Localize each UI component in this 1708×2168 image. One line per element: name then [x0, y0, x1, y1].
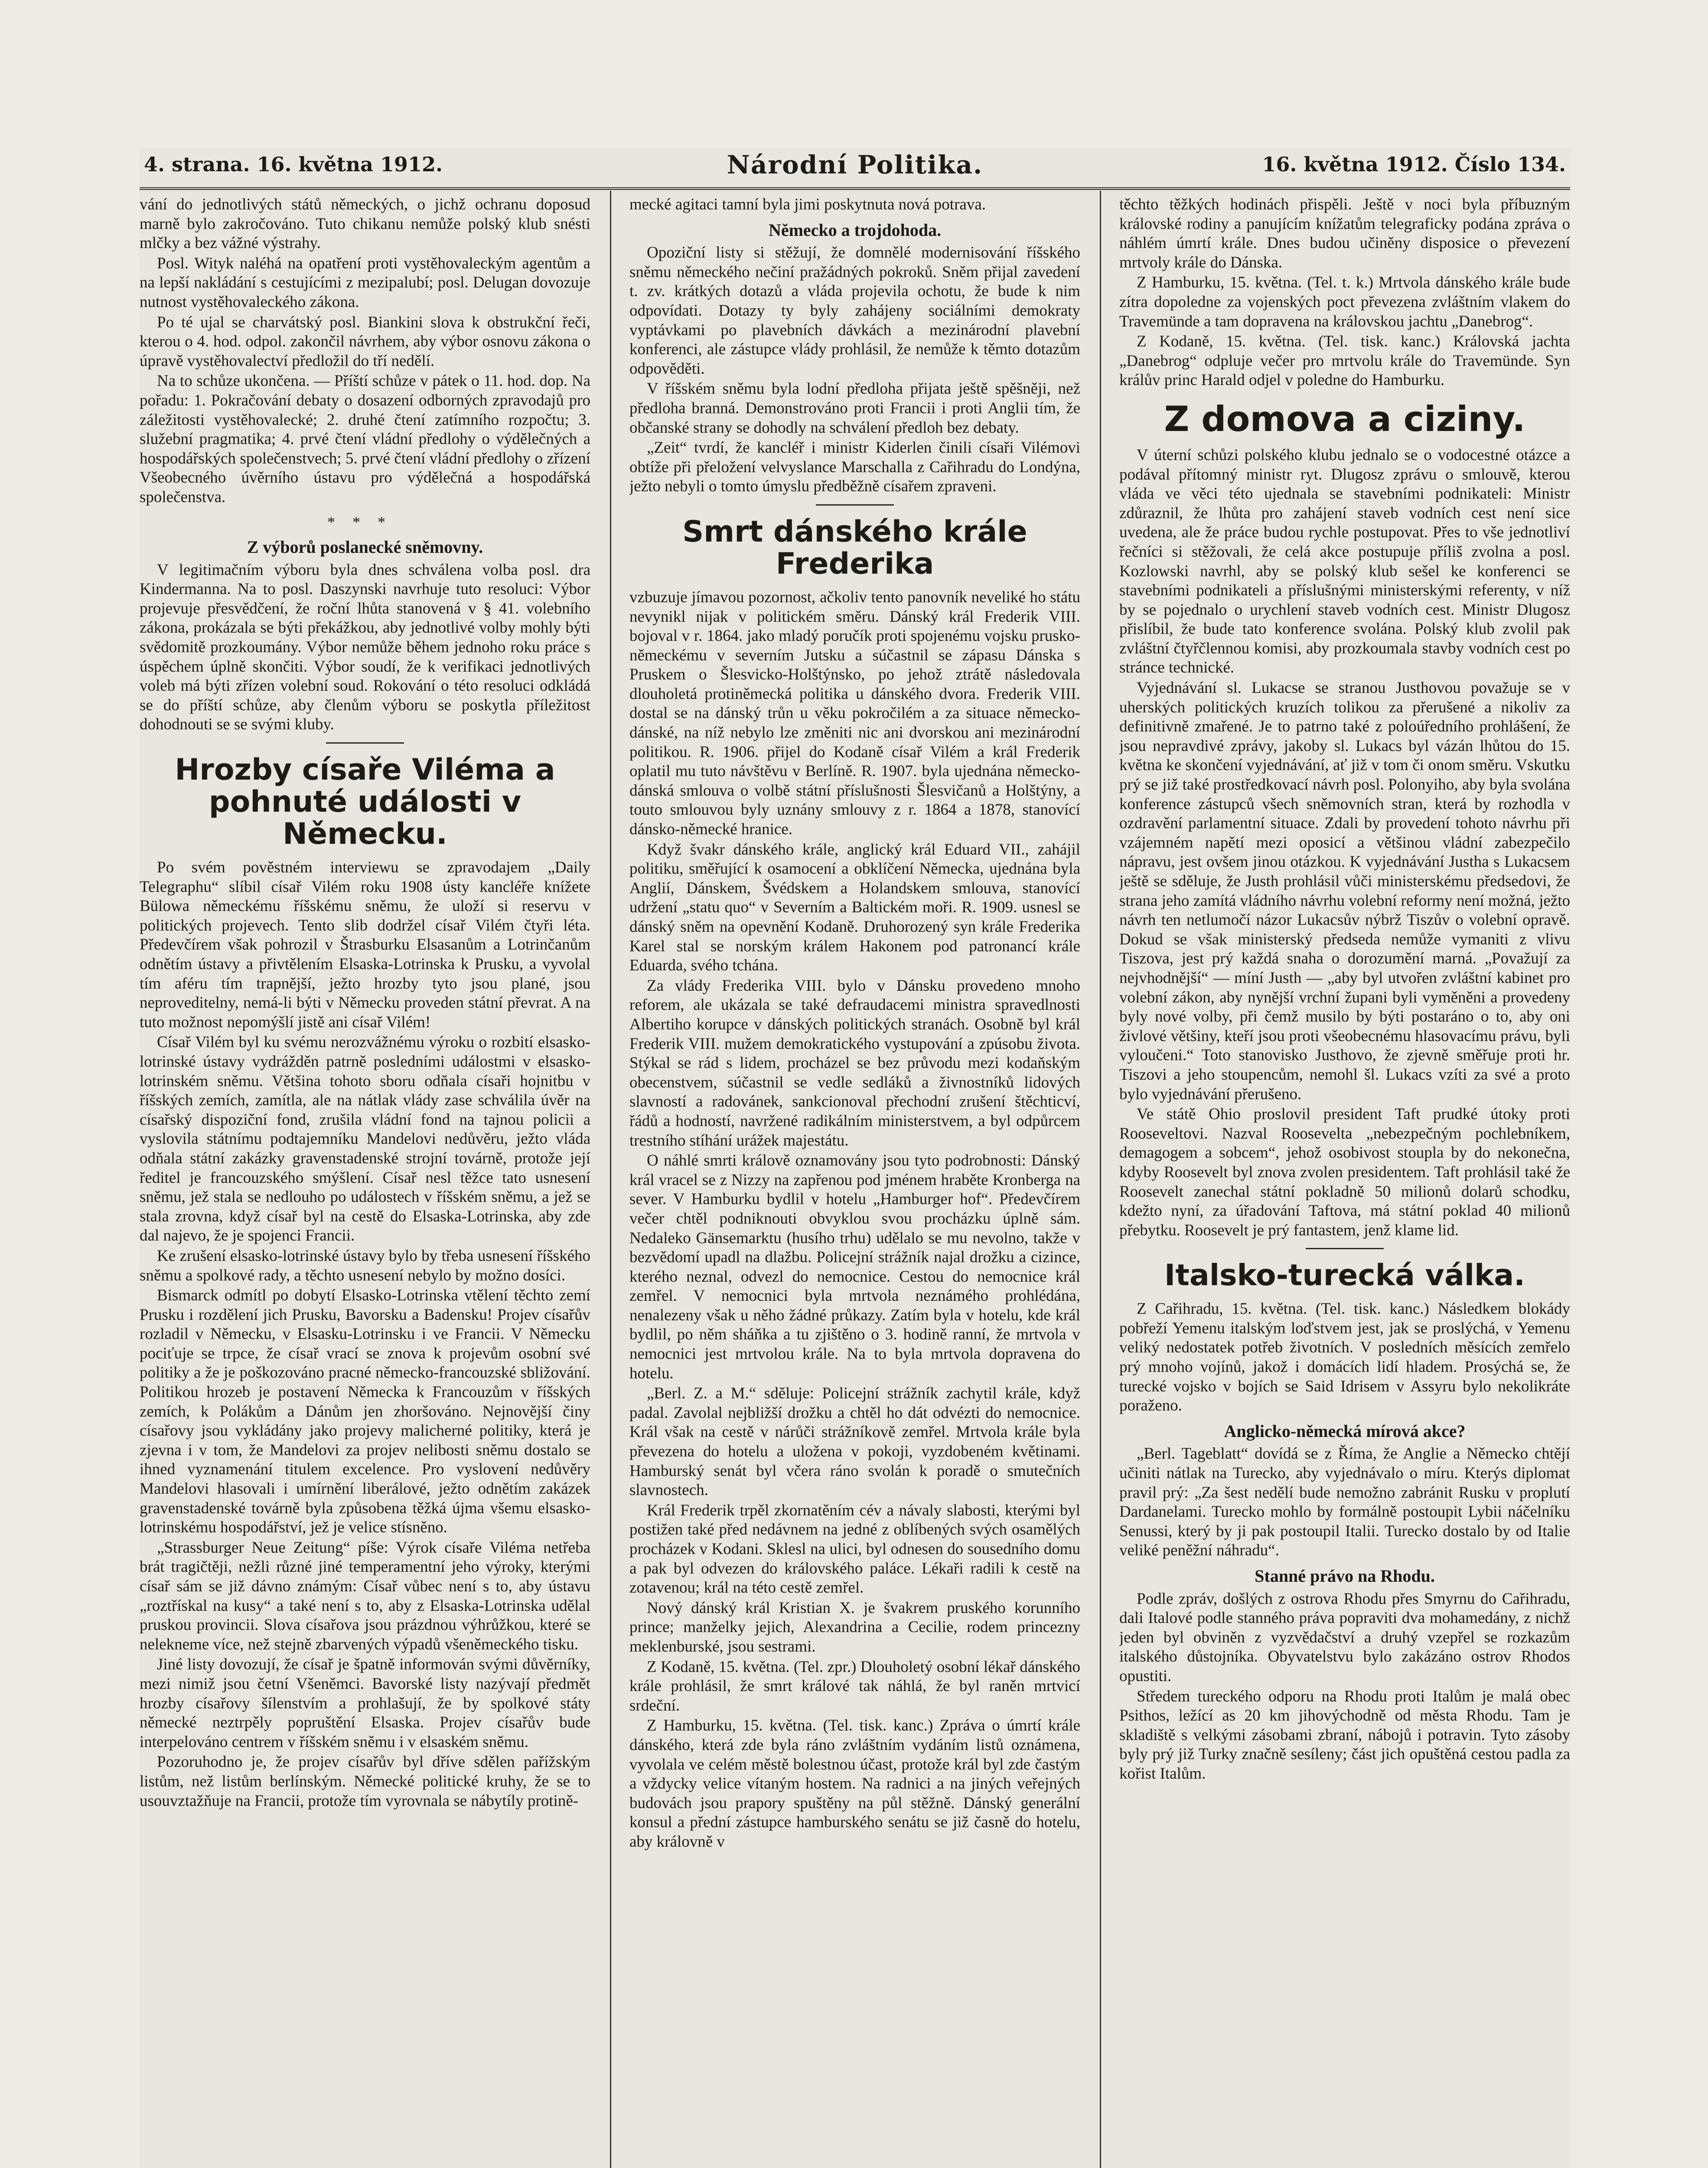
article-headline: Hrozby císaře Viléma a pohnuté události v Německu.: [175, 753, 555, 852]
paragraph: V říšském sněmu byla lodní předloha přijata ještě spěšněji, než předloha branná. Demonstrováno proti Francii i proti Anglii tím, že občanské strany se dohodly na schválení předloh bez debaty.: [629, 380, 1080, 437]
paragraph: „Berl. Tageblatt“ dovídá se z Říma, že Anglie a Německo chtějí učiniti nátlak na Turecko, aby vyjednávalo o míru. Kterýs diplomat pravil prý: „Za šest nedělí bude nemožno zabránit Rusku v proplutí Dardanelami. Turecko mohlo by formálně postoupit Lybii náčelníku Senussi, který by ji pak postoupil Italii. Turecko dostalo by od Italie veliké peněžní náhradu“.: [1119, 1445, 1570, 1560]
paragraph: „Zeit“ tvrdí, že kancléř i ministr Kiderlen činili císaři Vilémovi obtíže při přeložení velvyslance Marschalla z Cařihradu do Londýna, ježto nebyli o tomto úmyslu předběžně císařem zpraveni.: [629, 439, 1080, 496]
section-separator: ***: [327, 513, 403, 531]
paragraph: Pozoruhodno je, že projev císařův byl dříve sdělen pařížským listům, než listům berlínským. Německé politické kruhy, že se to usouvztažňuje na Francii, protože tím vyrovnala se nábytíly protině-: [140, 1753, 590, 1810]
paragraph: V legitimačním výboru byla dnes schválena volba posl. dra Kindermanna. Na to posl. Daszynski navrhuje tuto resoluci: Výbor projevuje přesvědčení, že roční lhůta stanovená v § 41. volebního zákona, prokázala se býti překážkou, aby jednotlivé volby mohly býti svědomitě prozkoumány. Výbor nemůže během jednoho roku práce s úspěchem úplně skončiti. Výbor soudí, že k verifikaci jednotlivých voleb má býti zřízen volební soud. Rokování o této resoluci odkládá se do příští schůze, aby členům výboru se poskytla příležitost dohodnouti se se svými kluby.: [140, 561, 590, 734]
paragraph: vání do jednotlivých států německých, o jichž ochranu doposud marně bylo zakročováno. Tuto chikanu nemůže polský klub snésti mlčky a bez vážné výstrahy.: [140, 196, 590, 252]
paragraph: Posl. Wityk naléhá na opatření proti vystěhovaleckým agentům a na lepší nakládání s cestujícími z mezipalubí; posl. Delugan dovozuje nutnost vystěhovaleckého zákona.: [140, 254, 590, 311]
section-heading: Německo a trojdohoda.: [768, 220, 942, 240]
paragraph: Po té ujal se charvátský posl. Biankini slova k obstrukční řeči, kterou o 4. hod. odpol. zakončil návrhem, aby výbor osnovu zákona o úpravě vystěhovalectví předložil do tří nedělí.: [140, 313, 590, 370]
paragraph: Z Kodaně, 15. května. (Tel. zpr.) Dlouholetý osobní lékař dánského krále prohlásil, že smrt králové tak náhlá, že byl raněn mrtvicí srdeční.: [629, 1658, 1080, 1714]
divider: [816, 504, 894, 506]
header-page-date: 4. strana. 16. května 1912.: [144, 153, 443, 176]
paragraph: Z Hamburku, 15. května. (Tel. tisk. kanc.) Zpráva o úmrtí krále dánského, která zde byla ráno zvláštním vydáním listů oznámena, vyvolala ve celém městě bolestnou účast, protože král byl zde častým a vždycky velice vítaným hostem. Na radnici a na jiných veřejných budovách jsou prapory spuštěny na půl stěžně. Dánský generální konsul a přední zástupce hamburského senátu se již časně do hotelu, aby královně v: [629, 1717, 1080, 1851]
paragraph: „Strassburger Neue Zeitung“ píše: Výrok císaře Viléma netřeba brát tragičtěji, nežli různé jiné temperamentní jeho výroky, kterými císař sám se již dávno známým: Císař vůbec není s to, aby ústavu „roztřískal na kusy“ a také není s to, aby z Elsaska-Lotrinska udělal pruskou provincii. Slova císařova jsou prázdnou výhrůžkou, které se nelekneme více, než stejně zbarvených výpadů všeněmeckého tisku.: [140, 1538, 590, 1653]
paragraph: Z Cařihradu, 15. května. (Tel. tisk. kanc.) Následkem blokády pobřeží Yemenu italským loďstvem jest, jak se proslýchá, v Yemenu veliký nedostatek potřeb životních. V posledních měsících zemřelo prý mnoho vojínů, jakož i domácích lidí hladem. Prosýchá se, že turecké vojsko v bojích se Said Idrisem v Assyru bylo nekolikráte poraženo.: [1119, 1300, 1570, 1415]
header-issue-number: 16. května 1912. Číslo 134.: [1262, 153, 1566, 176]
paragraph: mecké agitaci tamní byla jimi poskytnuta nová potrava.: [629, 196, 986, 213]
paragraph: Nový dánský král Kristian X. je švakrem pruského korunního prince; manželky jejich, Alexandrina a Cecilie, rodem princezny meklenburské, jsou sestrami.: [629, 1599, 1080, 1655]
paragraph: Jiné listy dovozují, že císař je špatně informován svými důvěrníky, mezi nimiž jsou četní Všeněmci. Bavorské listy nazývají předmět hrozby císařovy šílenstvím a prohlašují, že by spolkové státy německé neztrpěly popruštění Elsaska. Projev císařův bude interpelováno centrem v říšském sněmu i v elsaském sněmu.: [140, 1655, 590, 1751]
paragraph: Král Frederik trpěl zkornatěním cév a návaly slabosti, kterými byl postižen také před nedávnem na jedné z oblíbených svých osamělých procházek v Kodani. Sklesl na ulici, byl odnesen do sousedního domu a pak byl odvezen do královského paláce. Lékaři radili k cestě na zotavenou; král na této cestě zemřel.: [629, 1501, 1080, 1597]
newspaper-page: [140, 147, 1570, 2168]
paragraph: Z Kodaně, 15. května. (Tel. tisk. kanc.) Královská jachta „Danebrog“ odpluje večer pro mrtvolu krále do Travemünde. Syn králův princ Harald odjel v poledne do Hamburku.: [1119, 333, 1570, 389]
paragraph: vzbuzuje jímavou pozornost, ačkoliv tento panovník neveliké ho státu nevynikl nijak v politickém směru. Dánský král Frederik VIII. bojoval v r. 1864. jako mladý poručík proti spojenému vojsku prusko-německému v severním Jutsku a súčastnil se zápasu Dánska s Pruskem o Šlesvicko-Holštýnsko, po jehož ztrátě následovala dlouholetá protiněmecká politika u dánského dvora. Frederik VIII. dostal se na dánský trůn u věku pokročilém a za situace německo-dánské, na níž nebylo lze změniti nic ani dvorskou ani mezinárodní politikou. R. 1906. přijel do Kodaně císař Vilém a král Frederik oplatil mu tuto návštěvu v Berlíně. R. 1907. byla ujednána německo-dánská smlouva o volbě státní příslušnosti Šlesvičanů a Holštýny, a touto smlouvou byly uznány smlouvy z r. 1864 a 1878, stanovící dánsko-německé hranice.: [629, 588, 1080, 839]
paragraph: Za vlády Frederika VIII. bylo v Dánsku provedeno mnoho reforem, ale ukázala se také defraudacemi ministra spravedlnosti Albertiho korupce v dánských politických stranách. Osobně byl král Frederik VIII. mužem demokratického vystupování a zpúsobu života. Stýkal se rád s lidem, procházel se bez průvodu mezi kodaňským obecenstvem, súčastnil se vedle sedláků a živnostníků lidových slavností a radovánek, sankcionoval přechodní zrušení štěchticví, řádů a hodností, navržené radikálním ministerstvem, a byl odpůrcem trestního stíhání urážek majestátu.: [629, 976, 1080, 1149]
article-headline: Smrt dánského krále Frederika: [682, 514, 1027, 581]
page-header: [140, 147, 1570, 190]
paragraph: Z Hamburku, 15. května. (Tel. t. k.) Mrtvola dánského krále bude zítra dopoledne za vojenských poct převezena zvláštním vlakem do Travemünde a tam dopravena na královskou jachtu „Danebrog“.: [1119, 274, 1570, 330]
paragraph: Středem tureckého odporu na Rhodu proti Italům je malá obec Psithos, ležící as 20 km jihovýchodně od města Rhodu. Tam je skladiště s velkými zásobami zbraní, nábojů i potravin. Tyto zásoby byly prý již Turky značně sesíleny; část jich opuštěná cestou padla za kořist Italům.: [1119, 1687, 1570, 1783]
paragraph: Na to schůze ukončena. — Příští schůze v pátek o 11. hod. dop. Na pořadu: 1. Pokračování debaty o dosazení odborných zpravodajů pro záležitosti vystěhovalecké; 2. druhé čtení zatímního rozpočtu; 3. služební pragmatika; 4. prvé čtení vládní předlohy o výdělečných a hospodářských společenstvech; 5. prvé čtení vládní předlohy o zřízení Všeobecného úvěrního ústavu pro výdělečná a hospodářská společenstva.: [140, 372, 590, 506]
paragraph: O náhlé smrti králově oznamovány jsou tyto podrobnosti: Dánský král vracel se z Nizzy na zapřenou pod jménem hraběte Kronberga na sever. V Hamburku bydlil v hotelu „Hamburger hof“. Předevčírem večer chtěl podniknouti obvyklou svou procházku úplně sám. Nedaleko Gänsemarktu (husího trhu) udělalo se mu nevolno, takže v bezvědomí upadl na dlažbu. Policejní strážník najal drožku a cizince, kterého neznal, odvezl do nemocnice. Cestou do nemocnice král zemřel. V nemocnici byla mrtvola neznámého prohlédána, nenalezeny však u něho žádné průkazy. Zatím byla v hotelu, kde král bydlil, po něm sháňka a tu zjištěno o 3. hodině ranní, že mrtvola v nemocnici jest mrtvolou krále. Na to byla mrtvola dopravena do hotelu.: [629, 1152, 1080, 1382]
article-headline: Italsko-turecká válka.: [1164, 1258, 1525, 1293]
paragraph: Ke zrušení elsasko-lotrinské ústavy bylo by třeba usnesení říšského sněmu a spolkové rady, a těchto usnesení nebylo by možno dosíci.: [140, 1247, 590, 1284]
paragraph: Bismarck odmítl po dobytí Elsasko-Lotrinska vtělení těchto zemí Prusku i rozdělení jich Prusku, Bavorsku a Badensku! Projev císařův rozladil v Německu, v Elsasku-Lotrinsku i ve Francii. V Německu pociťuje se trpce, že císař vrací se znova k projevům osobní své politiky a že je poškozováno pracné německo-francouzské sbližování. Politikou hrozeb je postavení Německa k Francouzům v říšských zemích, k Polákům a Dánům jen zhoršováno. Nejnovější činy císařovy jsou vykládány jako projevy malicherné politiky, která je zjevna i v tom, že Mandelovi za projev nelibosti sněmu dostalo se ihned vyznamenání titulem excelence. Pro vyslovení nedůvěry Mandelovi hlasovali i umírnění liberálové, ježto odnětím zakázek gravenstadenské továrně byla způsobena těžká újma všemu elsasko-lotrinskému hospodářství, jež je velice stísněno.: [140, 1286, 590, 1537]
paragraph: Po svém pověstném interviewu se zpravodajem „Daily Telegraphu“ slíbil císař Vilém roku 1908 ústy kancléře knížete Bülowa německému říšskému sněmu, že uloží si reservu v politických projevech. Tento slib dodržel císař Vilém čtyři léta. Předevčírem však pohrozil v Štrasburku Elsasanům a Lotrinčanům odnětím ústavy a přivtělením Elsaska-Lotrinska k Prusku, a vyvolal tím aféru tím trapnější, ježto hrozby tyto jsou plané, jsou neproveditelny, nemá-li býti v Německu proveden státní převrat. A na tuto možnost nepomýšlí jistě ani císař Vilém!: [140, 859, 590, 1031]
column-3: [1119, 195, 1570, 2168]
paragraph: „Berl. Z. a M.“ sděluje: Policejní strážník zachytil krále, když padal. Zavolal nejbližší drožku a chtěl ho dát odvézti do nemocnice. Král však na cestě v nárůči strážníkově zemřel. Mrtvola krále byla převezena do hotelu a uložena v pokoji, vyzdobeném květinami. Hamburský senát byl včera ráno svolán k poradě o smutečních slavnostech.: [629, 1384, 1080, 1499]
newspaper-masthead: Národní Politika.: [727, 150, 983, 180]
divider: [326, 742, 404, 744]
paragraph: Když švakr dánského krále, anglický král Eduard VII., zahájil politiku, směřující k osamocení a obklíčení Německa, ujednána byla Anglií, Dánskem, Švédskem a Holandskem smlouva, stanovící udržení „statu quo“ v Severním a Baltickém moři. R. 1909. usnesl se dánský sněm na opevnění Kodaně. Druhorozený syn krále Frederika Karel stal se norským králem Hakonem pod patronancí krále Eduarda, svého tchána.: [629, 840, 1080, 975]
section-heading: Anglicko-německá mírová akce?: [1224, 1421, 1466, 1441]
column-divider: [610, 191, 611, 2168]
section-heading: Z výborů poslanecké sněmovny.: [247, 537, 483, 557]
paragraph: Opoziční listy si stěžují, že domnělé modernisování říšského sněmu německého nečiní pražádných pokroků. Sněm přijal zavedení t. zv. krátkých dotazů a vláda projevila ochotu, že bude k nim odpovídati. Dotazy ty byly zahájeny sociálními demokraty vyptávkami po plavebních dávkách a mezinárodní plavební konferenci, ale zástupce vlády prohlásil, že nemůže k těmto dotazům odpověděti.: [629, 244, 1080, 378]
column-divider: [1100, 191, 1101, 2168]
paragraph: těchto těžkých hodinách přispěli. Ještě v noci byla příbuzným královské rodiny a panujícím knížatům telegraficky podána zpráva o náhlém úmrtí krále. Dnes budou učiněny disposice o převezení mrtvoly krále do Dánska.: [1119, 196, 1570, 271]
section-heading: Stanné právo na Rhodu.: [1255, 1566, 1435, 1586]
paragraph: V úterní schůzi polského klubu jednalo se o vodocestné otázce a podával přítomný ministr ryt. Dlugosz zprávu o smlouvě, kterou vláda ve věci této ujednala se stavebními podnikateli: Ministr zdůraznil, že lhůta pro zahájení staveb vodních cest není sice uvedena, ale že práce budou rychle postupovat. Přes to vše jednotliví řečníci si stěžovali, že celá akce postupuje příliš zvolna a posl. Kozlowski navrhl, aby se polský klub sešel ke konferenci se stavebními podnikateli a příslušnými ministerskými referenty, v níž by se pojednalo o urychlení staveb vodních cest. Ministr Dlugosz přislíbil, že bude tato konference svolána. Polský klub zvolil pak zvláštní čtyřčlennou komisi, aby prozkoumala stavby vodních cest po stránce technické.: [1119, 446, 1570, 677]
paragraph: Podle zpráv, došlých z ostrova Rhodu přes Smyrnu do Cařihradu, dali Italové podle stanného práva popraviti dva mohamedány, z nichž jeden byl obviněn z vyzvědačství a druhý vzepřel se rozkazům italského důstojníka. Obyvatelstvu bylo zakázáno ostrov Rhodos opustiti.: [1119, 1590, 1570, 1685]
paragraph: Vyjednávání sl. Lukacse se stranou Justhovou považuje se v uherských politických kruzích tolikou za přerušené a nikoliv za definitivně zmařené. Je to patrno také z poloúředního prohlášení, že jsou nepravdivé zprávy, jakoby sl. Lukacs byl vázán lhůtou do 15. května ke skončení vyjednávání, ať již v tom či onom směru. Vskutku prý se již také prostředkovací návrh posl. Polonyiho, aby byla svolána konference zástupců všech sněmovních stran, která by rozhodla v ozdravění parlamentní situace. Zdali by provedení tohoto návrhu při vzájemném napětí mezi oposicí a většinou vládní zabezpečilo nápravu, jest ovšem jinou otázkou. K vyjednávání Justha s Lukacsem ještě se sděluje, že Justh prohlásil vůči ministerskému předsedovi, že strana jeho zamítá vládního návrhu volební reformy není možná, ježto návrh ten netlumočí názor Lukacsův nýbrž Tiszův o volební opravě. Dokud se však ministerský předseda nemůže vymaniti z vlivu Tiszova, jest prý každá snaha o dorozumění marná. „Považují za nejvhodnější“ — míní Justh — „aby byl utvořen zvláštní kabinet pro volební zákon, aby nynější vrchní župani byli vyměněni a provedeny byly nové volby, při čemž musilo by býti postaráno o to, aby oni živlové většiny, kteří jsou proti všeobecnému hlasovacímu právu, byli vyloučeni.“ Toto stanovisko Justhovo, že zjevně směřuje proti hr. Tiszovi a jeho stoupencům, nemohl šl. Lukacs vzíti za své a proto bylo vyjednávání přerušeno.: [1119, 679, 1570, 1103]
paragraph: Ve státě Ohio proslovil president Taft prudké útoky proti Rooseveltovi. Nazval Roosevelta „nebezpečným pochlebníkem, demagogem a sobcem“, jehož osobivost stoupla by do nekonečna, kdyby Roosevelt byl znova zvolen presidentem. Taft prohlásil také že Roosevelt zanechal státní pokladně 50 milionů dolarů schodku, kdežto nyní, za úřadování Taftova, má státní poklad 40 milionů přebytku. Roosevelt je prý fantastem, jenž klame lid.: [1119, 1105, 1570, 1239]
column-1: [140, 195, 590, 2168]
divider: [1306, 1248, 1384, 1249]
paragraph: Císař Vilém byl ku svému nerozvážnému výroku o rozbití elsasko-lotrinské ústavy vydrážděn patrně posledními událostmi v elsasko-lotrinském sněmu. Většina tohoto sboru odňala císaři hojnitbu v říšských zemích, zamítla, ale na nátlak vlády zase schválila úvěr na císařský dispoziční fond, zrušila vládní fond na tajnou policii a vyslovila státnímu podtajemníku Mandelovi nedůvěru, ježto vláda odňala státní zakázky gravenstadenské strojní továrně, protože její ředitel je francouzského smýšlení. Císař nesl těžce tato usnesení sněmu, jež stala se nedlouho po událostech v říšském sněmu, a jež se stala zrovna, když císař byl na cestě do Elsaska-Lotrinska, aby zde dal najevo, že je spojenci Francii.: [140, 1033, 590, 1245]
section-headline: Z domova a ciziny.: [1164, 398, 1525, 439]
column-2: [629, 195, 1080, 2168]
